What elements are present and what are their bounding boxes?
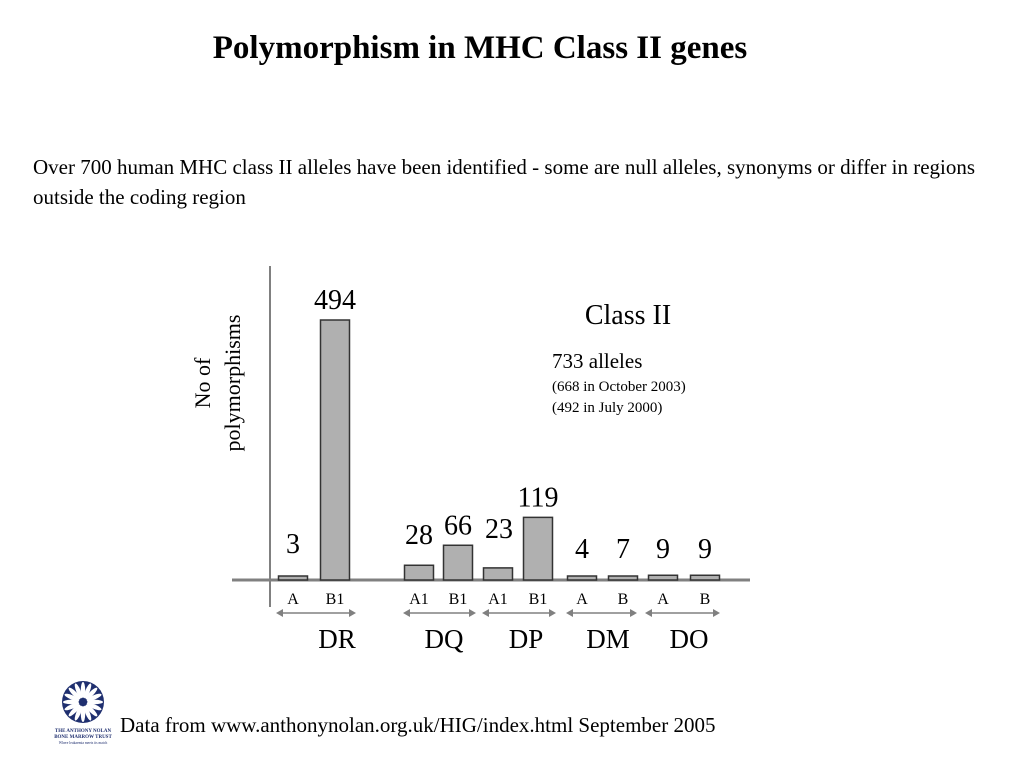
value-label-5: 119 [517,482,559,514]
y-axis-label-line-1: No of [190,357,215,409]
value-label-7: 7 [616,534,630,565]
value-label-8: 9 [656,534,670,565]
value-label-6: 4 [575,534,589,565]
arrowhead-left-icon [482,609,489,617]
value-label-1: 494 [314,285,356,316]
group-label-dq: DQ [424,624,464,654]
bar-8 [649,575,678,580]
group-label-dp: DP [508,624,544,654]
chart-group-brackets [276,609,720,617]
alleles-annotation: 733 alleles [552,349,643,373]
arrowhead-left-icon [645,609,652,617]
chart-group-labels [318,624,708,654]
arrowhead-right-icon [713,609,720,617]
y-axis-label-line-2: polymorphisms [220,314,245,452]
data-source-note: Data from www.anthonynolan.org.uk/HIG/index.html September 2005 [120,713,716,737]
group-label-do: DO [669,624,709,654]
bar-3 [444,545,473,580]
tick-label-9: B [699,591,711,608]
bar-4 [484,568,513,580]
value-label-0: 3 [286,529,300,560]
y-axis-label [190,315,245,452]
bar-1 [321,320,350,580]
tick-label-2: A1 [409,591,429,608]
bar-7 [609,576,638,580]
logo-name-line-1: THE ANTHONY NOLAN [54,729,112,734]
chart-tick-labels [287,591,710,608]
value-label-9: 9 [698,534,712,565]
arrowhead-right-icon [349,609,356,617]
arrowhead-right-icon [549,609,556,617]
logo-name-line-2: BONE MARROW TRUST [54,735,112,740]
chart-axes [232,266,750,607]
value-label-4: 23 [485,514,513,545]
alleles-history-2000: (492 in July 2000) [552,400,663,416]
arrowhead-left-icon [566,609,573,617]
group-label-dm: DM [586,624,630,654]
arrowhead-left-icon [403,609,410,617]
bar-5 [524,517,553,580]
arrowhead-right-icon [469,609,476,617]
tick-label-5: B1 [528,591,548,608]
tick-label-6: A [576,591,588,608]
tick-label-1: B1 [325,591,345,608]
bar-2 [405,565,434,580]
arrowhead-left-icon [276,609,283,617]
alleles-history-2003: (668 in October 2003) [552,379,686,395]
group-label-dr: DR [318,624,356,654]
anthony-nolan-logo [48,678,118,750]
chart-title: Class II [584,300,672,331]
intro-text: Over 700 human MHC class II alleles have been identified - some are null alleles, synonyms or differ in regions outside the coding region [33,155,976,209]
value-label-3: 66 [444,510,472,542]
tick-label-4: A1 [488,591,508,608]
page-title: Polymorphism in MHC Class II genes [212,30,748,66]
tick-label-7: B [617,591,629,608]
tick-label-8: A [657,591,669,608]
bar-0 [279,576,308,580]
tick-label-3: B1 [448,591,468,608]
arrowhead-right-icon [630,609,637,617]
bar-9 [691,575,720,580]
value-label-2: 28 [405,520,433,551]
logo-tagline: Where leukaemia meets its match [58,741,108,745]
bar-6 [568,576,597,580]
tick-label-0: A [287,591,299,608]
flower-icon [62,681,104,723]
